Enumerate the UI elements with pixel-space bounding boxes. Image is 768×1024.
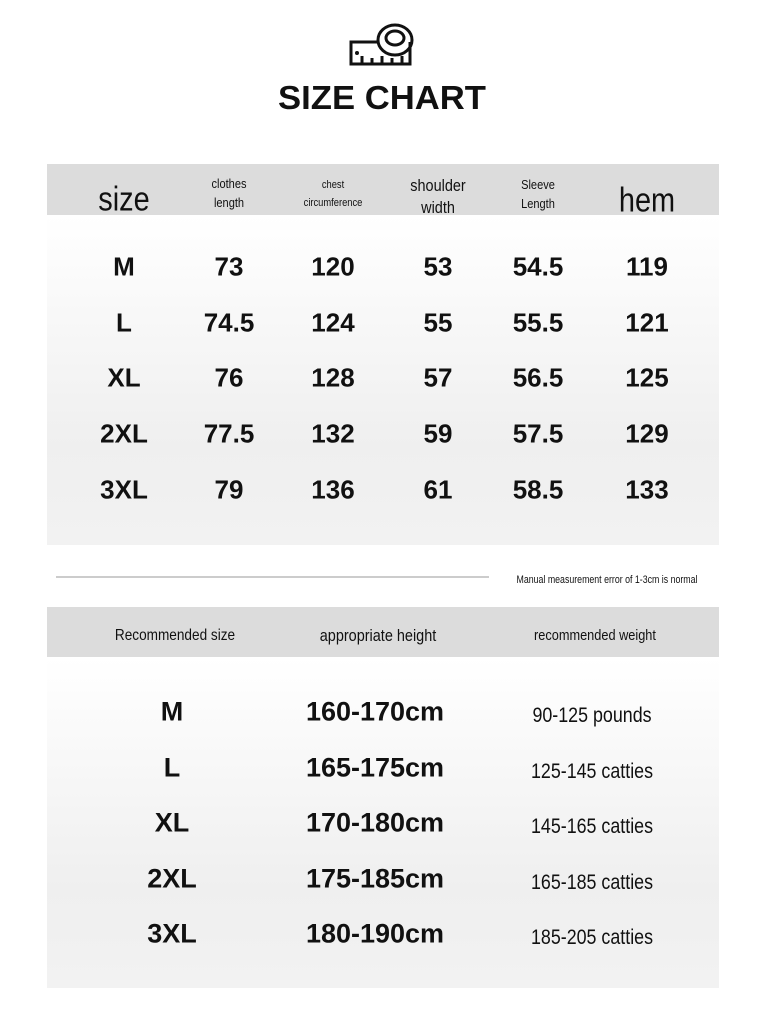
table-cell: 129 xyxy=(625,418,669,449)
size-label: M xyxy=(113,251,135,282)
size-label: M xyxy=(160,696,184,727)
table-cell: 73 xyxy=(214,251,244,282)
column-header: shoulder width xyxy=(410,176,466,217)
measurement-note: Manual measurement error of 1-3cm is normal xyxy=(516,574,698,586)
size-label: L xyxy=(116,307,132,338)
table-cell: 133 xyxy=(625,474,669,505)
table-cell: 59 xyxy=(423,418,453,449)
column-header: chest circumference xyxy=(303,179,363,209)
divider xyxy=(56,576,489,578)
size-label: 2XL xyxy=(100,418,148,449)
column-header: recommended weight xyxy=(534,627,656,644)
table-cell: 124 xyxy=(311,307,355,338)
table-cell: 79 xyxy=(214,474,244,505)
table-cell: 136 xyxy=(311,474,355,505)
size-label: 3XL xyxy=(147,918,197,949)
table-cell: 132 xyxy=(311,418,355,449)
table-cell: 57.5 xyxy=(512,418,564,449)
table-cell: 77.5 xyxy=(203,418,255,449)
table-cell: 119 xyxy=(626,251,668,282)
column-header: hem xyxy=(618,181,676,220)
weight-range: 185-205 catties xyxy=(530,926,654,949)
weight-range: 90-125 pounds xyxy=(532,704,652,727)
size-label: 3XL xyxy=(100,474,148,505)
height-range: 180-190cm xyxy=(305,918,445,949)
column-header: size xyxy=(98,180,150,219)
size-label: XL xyxy=(154,807,190,838)
size-label: 2XL xyxy=(147,863,197,894)
size-label: XL xyxy=(107,362,141,393)
table-cell: 120 xyxy=(311,251,355,282)
table-cell: 58.5 xyxy=(512,474,564,505)
column-header: clothes length xyxy=(211,176,247,210)
column-header: Sleeve Length xyxy=(521,177,555,211)
table-cell: 54.5 xyxy=(512,251,564,282)
table-cell: 55.5 xyxy=(512,307,564,338)
column-header: Recommended size xyxy=(114,627,236,644)
weight-range: 125-145 catties xyxy=(530,760,654,783)
weight-range: 165-185 catties xyxy=(530,871,654,894)
table-cell: 55 xyxy=(423,307,453,338)
table-cell: 74.5 xyxy=(203,307,255,338)
size-label: L xyxy=(163,752,181,783)
page-title: SIZE CHART xyxy=(278,79,486,116)
measuring-tape-icon xyxy=(348,22,416,68)
weight-range: 145-165 catties xyxy=(530,815,654,838)
table-cell: 53 xyxy=(423,251,453,282)
column-header: appropriate height xyxy=(319,626,437,645)
table-cell: 125 xyxy=(625,362,669,393)
height-range: 170-180cm xyxy=(305,807,445,838)
height-range: 175-185cm xyxy=(305,863,445,894)
table-cell: 128 xyxy=(311,362,355,393)
height-range: 160-170cm xyxy=(305,696,445,727)
table-cell: 61 xyxy=(423,474,453,505)
table-cell: 121 xyxy=(625,307,669,338)
height-range: 165-175cm xyxy=(305,752,445,783)
table-cell: 57 xyxy=(423,362,453,393)
table-cell: 56.5 xyxy=(512,362,564,393)
table-cell: 76 xyxy=(214,362,244,393)
